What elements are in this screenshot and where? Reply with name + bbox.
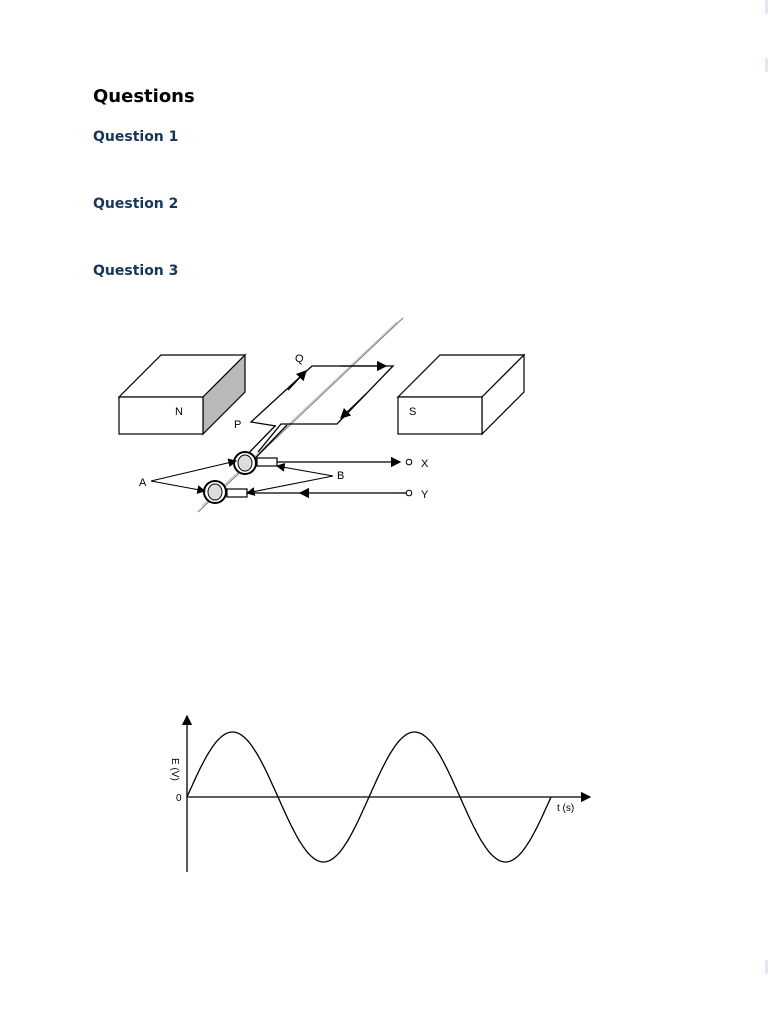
pole-label-s: S [409, 406, 417, 418]
question-3-heading: Question 3 [93, 263, 179, 279]
pole-label-n: N [175, 406, 183, 418]
label-q: Q [295, 353, 304, 365]
label-a: A [139, 477, 147, 489]
label-y: Y [421, 489, 429, 501]
origin-label: 0 [176, 793, 182, 804]
x-axis-label: t (s) [557, 803, 575, 814]
y-axis-label: E (V) [169, 758, 180, 781]
label-b: B [337, 470, 345, 482]
page-title: Questions [93, 86, 195, 107]
label-p: P [234, 419, 242, 431]
question-2-heading: Question 2 [93, 196, 179, 212]
label-x: X [421, 458, 429, 470]
question-1-heading: Question 1 [93, 129, 179, 145]
